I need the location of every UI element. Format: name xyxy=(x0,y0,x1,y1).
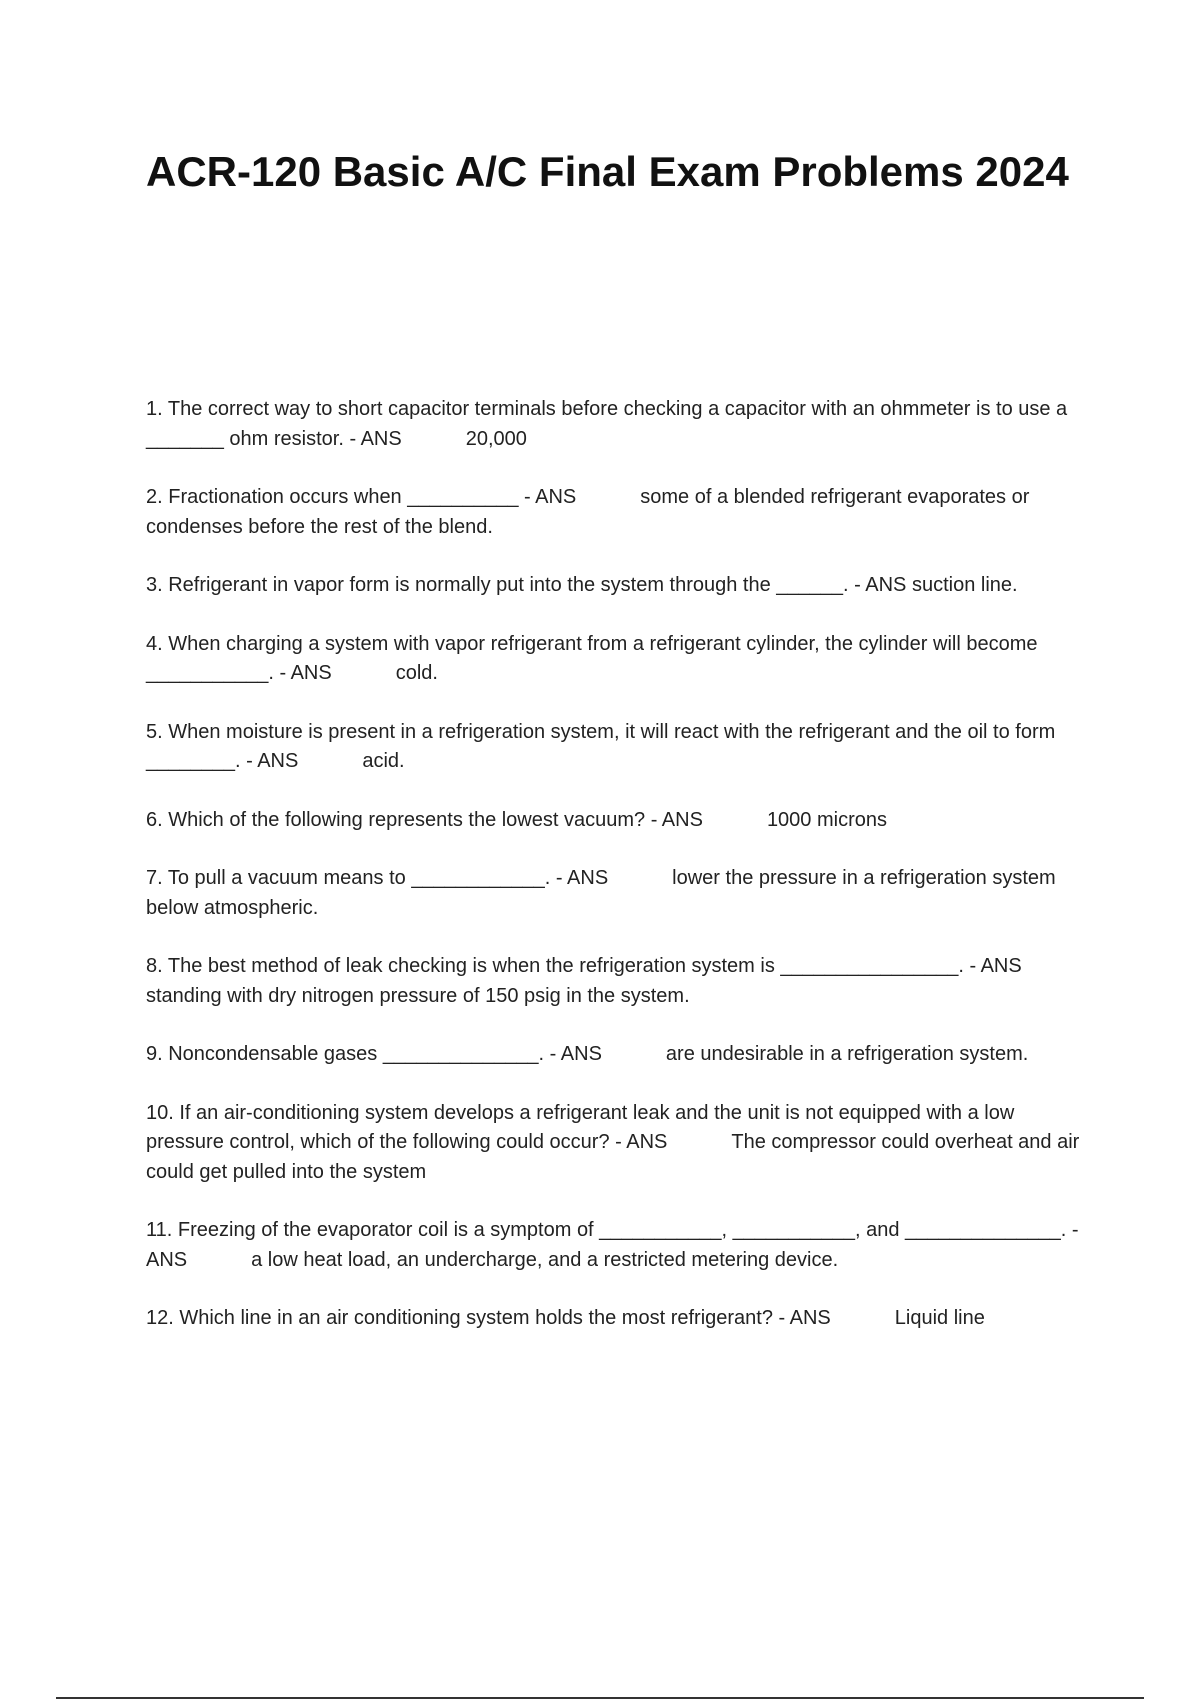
question-item xyxy=(146,1099,1091,1188)
question-item xyxy=(146,718,1091,777)
question-answer: a low heat load, an undercharge, and a restricted metering device. xyxy=(251,1248,839,1271)
question-answer: some of a blended refrigerant evaporates or condenses before the rest of the blend. xyxy=(146,486,1030,538)
question-answer: standing with dry nitrogen pressure of 150 psig in the system. xyxy=(146,984,690,1007)
question-item xyxy=(146,1040,1091,1070)
question-list xyxy=(146,395,1091,1363)
question-item xyxy=(146,483,1091,542)
question-answer: The compressor could overheat and air could get pulled into the system xyxy=(146,1131,1080,1183)
document-title: ACR-120 Basic A/C Final Exam Problems 2024 xyxy=(146,148,1069,195)
question-item xyxy=(146,1216,1091,1275)
question-answer: suction line. xyxy=(911,574,1018,596)
question-item xyxy=(146,395,1091,454)
question-prompt: 6. Which of the following represents the lowest vacuum? - ANS xyxy=(146,808,703,831)
question-prompt: 7. To pull a vacuum means to ____________. - ANS xyxy=(146,867,609,889)
question-prompt: 2. Fractionation occurs when __________ - ANS xyxy=(146,486,577,508)
question-item xyxy=(146,864,1091,923)
question-prompt: 3. Refrigerant in vapor form is normally put into the system through the ______. - ANS xyxy=(146,574,907,596)
question-prompt: 5. When moisture is present in a refrigeration system, it will react with the refrigerant and the oil to form ________. - ANS xyxy=(146,720,1056,772)
question-answer: lower the pressure in a refrigeration system below atmospheric. xyxy=(146,867,1056,919)
question-answer: are undesirable in a refrigeration system. xyxy=(665,1043,1029,1065)
question-item xyxy=(146,952,1091,1011)
question-prompt: 9. Noncondensable gases ______________. - ANS xyxy=(146,1043,602,1065)
question-prompt: 10. If an air-conditioning system develops a refrigerant leak and the unit is not equipped with a low pressure control, which of the following could occur? - ANS xyxy=(146,1101,1015,1153)
question-answer: Liquid line xyxy=(894,1307,985,1329)
question-prompt: 12. Which line in an air conditioning system holds the most refrigerant? - ANS xyxy=(146,1307,831,1329)
question-prompt: 4. When charging a system with vapor refrigerant from a refrigerant cylinder, the cylinder will become ___________. - ANS xyxy=(146,632,1038,684)
question-answer: cold. xyxy=(395,662,438,684)
question-item xyxy=(146,630,1091,689)
question-answer: acid. xyxy=(362,750,405,772)
question-prompt: 11. Freezing of the evaporator coil is a symptom of ___________, ___________, and ______________. - ANS xyxy=(146,1219,1079,1271)
question-prompt: 1. The correct way to short capacitor terminals before checking a capacitor with an ohmmeter is to use a _______ ohm resistor. - ANS xyxy=(146,398,1068,450)
question-answer: 1000 microns xyxy=(766,808,887,831)
page-bottom-divider xyxy=(56,1697,1144,1699)
question-prompt: 8. The best method of leak checking is when the refrigeration system is ________________. - ANS xyxy=(146,955,1022,977)
question-answer: 20,000 xyxy=(465,427,527,450)
question-item xyxy=(146,1304,1091,1334)
question-item xyxy=(146,571,1091,601)
question-item xyxy=(146,806,1091,836)
